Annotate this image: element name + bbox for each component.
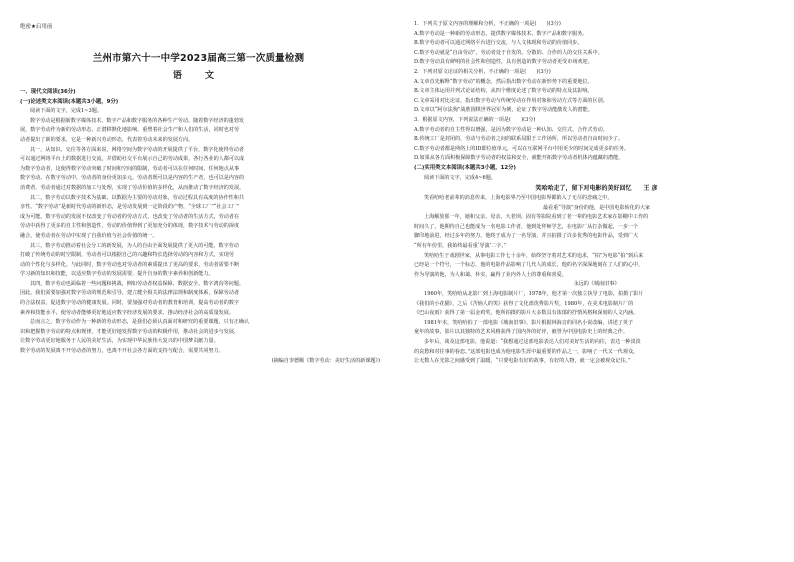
right-column-line: 已经是一个符号，一个标志，他的电影作品影响了几代人的成长，他的名字深深地刻在了人们的心中，: [414, 262, 644, 269]
left-column-line: 动的个性化与多样化。与此同时，数字劳动也对劳动者的素质提出了更高的要求，劳动者需要不断: [20, 261, 240, 268]
left-column: [20, 88, 380, 366]
left-column-line: 数字劳动。在数字劳动中，劳动者的身份更加多元，劳动者既可以是内容的生产者，也可以是内容的: [20, 175, 245, 182]
right-column-line: 上海解放那一年，她和父亲、母亲、大老坝、固有等影院看到了老一辈的电影艺术家在影棚中工作的: [424, 214, 649, 221]
right-column-line: C.文章采用对比论证，指出数字劳动与传统劳动在作用对象和劳动方式等方面的区别。: [414, 97, 608, 104]
left-column-line: (摘编自李德顺《数字劳动：美好生活的新课题》): [271, 357, 380, 364]
exam-title: 兰州市第六十一中学2023届高三第一次质量检测: [92, 53, 305, 64]
left-column-line: 数字劳动的发展离不开劳动者的努力，也离不开社会各方面的支持与配合，需要共同努力。: [20, 348, 224, 355]
right-column-line: B.数字劳动者可以通过网络平台进行交流，与人文体现和劳动的价值同步。: [414, 40, 583, 47]
right-column-line: 童年的故事，影片以其独特的艺术风格获得了国内外的好评，被誉为中国电影史上的经典之作。: [414, 329, 628, 336]
left-column-line: 展，数字劳动作为新的劳动形态，正潜移默化地影响、重塑着社会生产和人们的生活，同时也对劳: [20, 127, 240, 134]
subject-title: 语 文: [172, 71, 225, 81]
right-column: [414, 20, 779, 367]
right-column-line: B.传统工厂是封闭的，劳动与劳动者之间的联系局限于工作场所，所以劳动者自由时间少了。: [414, 136, 624, 143]
left-column-line: 让数字劳动更好地服务于人民的美好生活，为实现中华民族伟大复兴的中国梦贡献力量。: [20, 338, 219, 345]
left-column-line: 消费者，劳动者通过对数据的加工与处理，实现了劳动价值的多样化，从而推动了数字经济的发展。: [20, 184, 245, 191]
left-column-line: 的合法权益，促进数字劳动的健康发展。同时，要加强对劳动者的教育和培训，提高劳动者的数字: [20, 300, 240, 307]
left-column-line: 为数字劳动者，这使得数字劳动突破了时间和空间的限制，劳动者可以在任何时间、任何地点从事: [20, 165, 240, 172]
right-column-line: 让无数人在光影之间感受到了温暖，“只要电影有好的故事，有好的人物，就一定会被观众记住。”: [414, 358, 631, 365]
right-column-line: 最看重“导演”身份的他，是中国电影转化的大家: [542, 204, 651, 211]
right-column-line: 永远的《城南旧事》: [573, 281, 620, 288]
right-column-line: C.数字劳动者都是网络上的ID即位值单元，可以在互联网平台中用更少的时间完成更多的任务。: [414, 145, 630, 152]
right-column-line: 1．下列关于原文内容的理解和分析，不正确的一项是( )(3分): [414, 21, 561, 27]
left-column-line: 融合，使劳动者在劳动中实现了自我价值与社会价值的统一。: [20, 232, 158, 239]
right-column-line: 2．下列对原文论证的相关分析，不正确的一项是( )(3分): [414, 68, 551, 75]
left-column-line: 数字劳动是根据新数字媒体技术、数字产品和数字服务的各种生产劳动。随着数字经济的蓬勃发: [30, 117, 244, 124]
right-column-line: A.数字劳动是一种新的劳动形态，提供数字媒体技术、数字产品和数字服务。: [414, 30, 588, 37]
right-column-line: (二)实用类文本阅读(本题共3小题，12分): [414, 164, 516, 171]
right-column-line: 时间久了，他期待自己也能成为一名电影工作者，他到处拜师学艺，在电影厂从打杂做起，一步一个: [414, 223, 639, 230]
right-column-line: B.文章主体运用并列式论证结构，从四个维度论述了数字劳动的特点及其影响。: [414, 88, 593, 95]
right-column-line: 《我们的小花猫》，之后《苦恼人的笑》获得了文化部优秀影片奖，1980年，在美术电影制片厂的: [414, 300, 634, 307]
right-column-line: 笑看哈哈老前辈的消息传来，上海电影界乃至中国电影界都陷入了无尽的悲痛之中。: [424, 195, 613, 202]
right-column-line: A.数字劳动者的自主性得以增强，是因为数字劳动是一种认知、交往式、合作式劳动。: [414, 126, 608, 133]
right-column-line: 1981年末，笑哈哈拍了一部电影《城南旧事》，影片根据林海音的同名小说改编，讲述了英子: [424, 319, 634, 326]
right-column-line: D.文章以“阿尔法狗”战胜围棋世界冠军为例，论证了数字劳动能激发人的潜能。: [414, 107, 593, 114]
right-column-line: 多年后，谈及这部电影，他说道：“我想通过这部电影表达人们对美好生活的向往，表达一种淡淡: [424, 339, 641, 345]
left-column-line: 因此，我们需要加强对数字劳动的规范和引导，建立健全相关的法律法规和制度体系，保障劳动者: [20, 290, 240, 297]
right-column-line: 脚印地前进，经过多年的努力，他终于成为了一名导演，并且拍摄了许多优秀的电影作品，受到广大: [414, 233, 639, 240]
right-column-line: D.数字劳动具有鲜明的社会性和创造性，具有创造的数字劳动者更受市场欢迎。: [414, 59, 593, 66]
right-column-line: C.数字劳动就是“自由劳动”，劳动者处于自发的、分散的、合作的人的交往关系中。: [414, 49, 603, 56]
left-column-line: 动者提出了新的要求，它是一种新兴劳动形态，代表着劳动未来的发展方向。: [20, 136, 194, 143]
left-column-line: 成为可能。数字劳动的发展不仅改变了劳动者的劳动方式，也改变了劳动者的生活方式，劳动者在: [20, 213, 240, 220]
left-column-line: 享性。“数字劳动”是新时代劳动的新形态，是劳动发展到一定阶段的产物，“全球工厂”“社会工厂”: [20, 204, 240, 211]
right-column-line: 笑哈哈生于戏剧世家，从事电影工作七十余年，始终坚守着对艺术的追求，“拍”为电影“拍”到后来: [424, 252, 644, 259]
right-column-line: 《巴山夜雨》获得了第一届金鸡奖，他所拍摄的影片大多数具有浓郁的抒情风格和深刻的人文内涵。: [414, 310, 639, 317]
left-column-line: 打破了传统劳动的时空限制，劳动者可以根据自己的兴趣和特长选择劳动的内容和方式，实现劳: [20, 252, 234, 259]
left-column-line: 其四，数字劳动也面临着一些问题和挑战，例如劳动者权益保障、数据安全、数字鸿沟等问题。: [30, 280, 244, 287]
left-column-line: 学习新的知识和技能，以适应数字劳动的发展需要，提升自身的数字素养和创新能力。: [20, 271, 214, 278]
right-column-line: 3．根据原文内容，下列说法正确的一项是( )(3分): [414, 116, 536, 123]
right-column-line: 阅读下面的文字，完成4~6题。: [424, 174, 496, 181]
left-column-line: 一、现代文阅读(36分): [20, 89, 76, 95]
left-column-line: 阅读下面的文字，完成1~3题。: [30, 108, 102, 115]
left-column-line: 可以通过网络平台上的数据进行交流，并借助社交平台展示自己的劳动成果，各行各业的人都可以成: [20, 156, 245, 163]
left-column-line: 其二，数字劳动以数字技术为基础，以数据为主要的劳动对象，劳动过程具有高度的协作性和共: [30, 194, 244, 201]
right-column-line: 的哀愁和对往事的眷恋。”这部电影也成为他电影生涯中最重要的作品之一，影响了一代又一代观众，: [414, 348, 639, 355]
left-column-line: 其一，从知识、交往等各方面来说，网络空间为数字劳动的开展提供了平台，数字化使得劳动者: [30, 146, 244, 153]
left-column-line: 劳动中获得了更多的自主性和创造性，劳动的价值得到了更加充分的体现，数字技术与劳动的深度: [20, 223, 240, 230]
secret-label: 绝密★启用前: [20, 24, 53, 30]
right-column-line: A.文章首先解释“数字劳动”的概念，然后指出数字劳动在新形势下的重要地位。: [414, 78, 593, 85]
right-column-line: D.如果从各方面积极保障数字劳动者的权益和安全，就能开拓数字劳动者机体内蕴藏的潜能。: [414, 155, 624, 162]
left-column-line: (一)论述类文本阅读(本题共3小题，9分): [20, 98, 119, 105]
left-column-line: 识和把握数字劳动的特点和规律，才能更好地发挥数字劳动的积极作用，推动社会的进步与发展，: [20, 328, 240, 335]
right-column-line: 作为导演的他，为人和蔼、朴实，赢得了业内外人士的尊重和喜爱。: [414, 271, 567, 278]
left-column-line: 其三，数字劳动推动着社会分工的新发展，为人的自由全面发展提供了更大的可能。数字劳动: [30, 242, 239, 249]
left-column-line: 素养和技能水平，使劳动者能够更好地适应数字经济发展的要求，推动经济社会的高质量发展。: [20, 309, 234, 316]
right-column-line: 1960年，笑哈哈从北影厂到上海电影制片厂，1978年，他才第一次独立执导了电影，拍摄了影片: [424, 291, 644, 298]
right-column-line: “所有年份里，我始终最看重‘导演’二字。”: [414, 243, 507, 250]
left-column-line: 总而言之，数字劳动作为一种新的劳动形态，是我们必须认真面对和研究的重要课题，只有正确认: [30, 319, 250, 326]
right-column-line: 笑哈哈走了，留下对电影的美好回忆 王 彦: [535, 185, 658, 193]
